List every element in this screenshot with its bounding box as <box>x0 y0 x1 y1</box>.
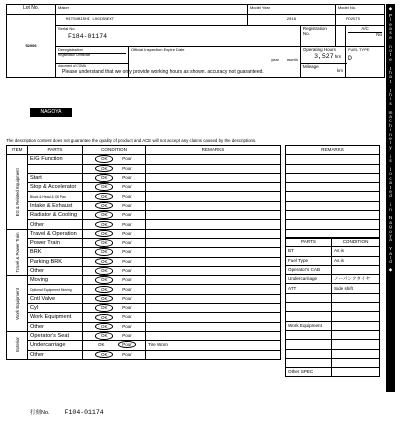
remark-cell <box>146 350 281 359</box>
maker-label: Maker <box>58 5 70 10</box>
category-label: Travel & Power Train <box>7 229 28 275</box>
poor-mark: Poor <box>122 202 132 208</box>
ok-mark: OK <box>95 332 113 340</box>
parts-row-name <box>286 293 332 302</box>
parts-row-name <box>286 340 332 349</box>
poor-mark: Poor <box>122 277 132 283</box>
parts-row-name <box>286 349 332 358</box>
part-name: Start <box>28 173 83 182</box>
poor-mark: Poor <box>122 314 132 320</box>
poor-mark: Poor <box>122 156 132 162</box>
condition-cell <box>83 183 146 192</box>
ok-mark: OK <box>95 248 113 256</box>
remark-cell <box>146 294 281 303</box>
remark-cell <box>146 313 281 322</box>
poor-mark: Poor <box>122 221 132 227</box>
parts-row <box>286 340 380 349</box>
condition-cell <box>83 322 146 331</box>
part-name: Operator's Seat <box>28 331 83 340</box>
parts-row <box>286 330 380 339</box>
month-label: month <box>286 57 298 63</box>
remarks-box <box>285 145 380 239</box>
cosma-label: document of COMA <box>58 64 86 69</box>
parts-row-name <box>286 312 332 321</box>
part-name: Stop & Accelerator <box>28 183 83 192</box>
part-name: Work Equipment <box>28 313 83 322</box>
part-name <box>28 164 83 173</box>
remark-cell <box>146 285 281 294</box>
ok-mark: OK <box>95 286 113 294</box>
remark-cell <box>146 183 281 192</box>
poor-mark: Poor <box>122 230 132 236</box>
remark-cell <box>146 201 281 210</box>
parts-row-name <box>286 303 332 312</box>
ok-mark: OK <box>95 221 113 229</box>
poor-mark: Poor <box>122 351 132 357</box>
inspection-row <box>7 192 281 201</box>
year-label: year <box>271 57 279 63</box>
part-name: Cyl <box>28 304 83 313</box>
part-name: Parking BRK <box>28 257 83 266</box>
remark-cell <box>146 248 281 257</box>
parts-row-condition <box>332 293 380 302</box>
ok-mark: OK <box>95 304 113 312</box>
poor-mark: Poor <box>122 295 132 301</box>
parts-row <box>286 303 380 312</box>
parts-row-condition <box>332 265 380 274</box>
poor-mark: Poor <box>122 184 132 190</box>
parts-row-name: Work Equipment <box>286 321 332 330</box>
parts-row-name: Other SPEC <box>286 368 332 377</box>
ac-value: No <box>376 31 382 37</box>
remark-cell <box>146 238 281 247</box>
inspection-row <box>7 220 281 229</box>
parts-row-condition <box>332 368 380 377</box>
inspection-row <box>7 164 281 173</box>
ok-mark: OK <box>95 314 113 322</box>
inspection-row <box>7 285 281 294</box>
condition-cell <box>83 238 146 247</box>
condition-cell <box>83 211 146 220</box>
parts-row-name: Operator's CAB <box>286 265 332 274</box>
condition-cell <box>83 192 146 201</box>
condition-cell <box>83 257 146 266</box>
category-label: Work Equipment <box>7 276 28 332</box>
poor-mark: Poor <box>122 212 132 218</box>
remark-cell <box>146 266 281 275</box>
ok-mark: OK <box>95 230 113 238</box>
maker-value: MITSUBISHI LOGISNEXT <box>56 15 248 25</box>
poor-mark: Poor <box>122 268 132 273</box>
poor-mark: Poor <box>118 341 136 348</box>
km-unit: km <box>337 68 343 74</box>
inspection-row <box>7 341 281 350</box>
condition-col-header: CONDITION <box>332 238 380 247</box>
ok-mark: OK <box>95 155 113 163</box>
parts-row-name: Fuel Type <box>286 256 332 265</box>
parts-row-condition <box>332 349 380 358</box>
ok-mark: OK <box>95 295 113 303</box>
ok-mark: OK <box>95 193 113 201</box>
dereg-label: Deregistration <box>58 46 83 52</box>
ok-mark: OK <box>95 239 113 247</box>
parts-row-condition <box>332 321 380 330</box>
parts-row-condition <box>332 303 380 312</box>
condition-cell <box>83 276 146 285</box>
parts-row <box>286 358 380 367</box>
part-name: BRK <box>28 248 83 257</box>
model-no-value: FD25T5 <box>335 15 384 25</box>
inspection-row <box>7 248 281 257</box>
parts-row-name <box>286 358 332 367</box>
ok-mark: OK <box>95 202 113 210</box>
part-name: Other <box>28 322 83 331</box>
op-hours-value: 3,527 <box>314 52 334 60</box>
poor-mark: Poor <box>122 175 132 181</box>
location-badge: NAGOYA <box>30 108 72 117</box>
model-year-value: 2018 <box>247 15 335 25</box>
parts-row-condition: ノーパンクタイヤ <box>332 275 380 284</box>
remark-cell <box>146 192 281 201</box>
condition-cell <box>83 341 146 350</box>
hours-note: Please understand that we only provide working hours as shown. accuracy not guaranteed. <box>62 69 264 75</box>
condition-header: CONDITION <box>83 146 146 155</box>
parts-row-name: BT <box>286 247 332 256</box>
parts-row <box>286 265 380 274</box>
part-name: Undercarriage <box>28 341 83 350</box>
poor-mark: Poor <box>122 333 132 339</box>
stamp-no-value: F104-01174 <box>64 409 104 416</box>
parts-col-header: PARTS <box>286 238 332 247</box>
remarks-header: REMARKS <box>146 146 281 155</box>
condition-cell <box>83 201 146 210</box>
registration-label: Registration No. <box>300 25 335 46</box>
poor-mark: Poor <box>122 249 132 255</box>
inspection-row <box>7 238 281 247</box>
inspection-row <box>7 266 281 275</box>
condition-cell <box>83 304 146 313</box>
ok-mark: OK <box>95 351 113 359</box>
inspection-row <box>7 155 281 164</box>
inspection-row <box>7 211 281 220</box>
remark-cell <box>146 155 281 164</box>
condition-cell <box>83 313 146 322</box>
category-label: Exterior <box>7 331 28 359</box>
lot-number: 52006 <box>7 15 56 78</box>
parts-row-condition <box>332 312 380 321</box>
ok-mark: OK <box>95 183 113 191</box>
part-name: Other <box>28 220 83 229</box>
parts-row <box>286 256 380 265</box>
poor-mark: Poor <box>122 258 132 264</box>
inspection-row <box>7 257 281 266</box>
condition-cell <box>83 331 146 340</box>
op-hours-label: Operating Hours <box>302 46 336 52</box>
parts-row-condition <box>332 340 380 349</box>
remark-cell <box>146 276 281 285</box>
inspection-row <box>7 313 281 322</box>
remark-cell <box>146 322 281 331</box>
poor-mark: Poor <box>122 193 132 199</box>
parts-row <box>286 293 380 302</box>
parts-row-condition <box>332 358 380 367</box>
parts-row-condition <box>332 330 380 339</box>
parts-row <box>286 275 380 284</box>
condition-cell <box>83 294 146 303</box>
stamp-no-label: 打刻No. <box>30 410 50 416</box>
model-no-label: Model No. <box>337 5 357 10</box>
parts-row <box>286 247 380 256</box>
inspection-row <box>7 322 281 331</box>
part-name: Power Train <box>28 238 83 247</box>
remark-cell <box>146 173 281 182</box>
serial-label: Serial No. <box>58 25 76 31</box>
part-name: E/G Function <box>28 155 83 164</box>
remark-cell <box>146 164 281 173</box>
inspection-row <box>7 229 281 238</box>
inspection-table <box>6 145 281 360</box>
remark-cell <box>146 229 281 238</box>
part-name: Intake & Exhaust <box>28 201 83 210</box>
remark-cell <box>146 304 281 313</box>
ok-mark: OK <box>95 323 113 331</box>
inspection-row <box>7 331 281 340</box>
ok-mark: OK <box>95 267 113 275</box>
parts-row <box>286 349 380 358</box>
header-table <box>6 4 385 78</box>
remark-cell: Tire Worn <box>146 341 281 350</box>
inspection-row <box>7 183 281 192</box>
parts-row-condition: As is <box>332 247 380 256</box>
serial-value: F184-01174 <box>68 33 108 41</box>
hrs-unit: hrs <box>334 53 341 59</box>
part-name: Radiator & Cooling <box>28 211 83 220</box>
part-name: Moving <box>28 276 83 285</box>
fuel-type-value: D <box>348 55 352 63</box>
part-name: Travel & Operation <box>28 229 83 238</box>
part-name: Optional Equipment Moving <box>28 285 83 294</box>
ok-mark: OK <box>95 165 113 173</box>
condition-cell <box>83 266 146 275</box>
part-name: Other <box>28 350 83 359</box>
reg-cert-label: Registration Certificate <box>58 53 126 58</box>
part-name: Cntl Valve <box>28 294 83 303</box>
condition-cell <box>83 164 146 173</box>
condition-cell <box>83 285 146 294</box>
condition-cell <box>83 155 146 164</box>
remark-cell <box>146 220 281 229</box>
poor-mark: Poor <box>122 323 132 329</box>
parts-row <box>286 368 380 377</box>
ok-mark: OK <box>95 211 113 219</box>
inspection-row <box>7 304 281 313</box>
inspection-row <box>7 173 281 182</box>
parts-row-name: Undercarriage <box>286 275 332 284</box>
category-label: EG & Related Equipment <box>7 155 28 229</box>
disclaimer: The description content does not guarantee the quality of product and ACE will not accept any claims caused by the descriptions. <box>6 138 257 143</box>
condition-cell <box>83 173 146 182</box>
model-year-label: Model Year <box>249 5 270 10</box>
remark-cell <box>146 211 281 220</box>
footer <box>30 408 104 416</box>
parts-row-condition: As is <box>332 256 380 265</box>
condition-cell <box>83 229 146 238</box>
ok-mark: OK <box>95 174 113 182</box>
parts-row-name: ATT <box>286 284 332 293</box>
poor-mark: Poor <box>122 286 132 292</box>
parts-row-name <box>286 330 332 339</box>
inspection-expire-label: Official Inspection Expire Date <box>131 46 185 52</box>
poor-mark: Poor <box>122 165 132 171</box>
condition-cell <box>83 248 146 257</box>
remark-cell <box>146 257 281 266</box>
inspection-row <box>7 294 281 303</box>
parts-row <box>286 284 380 293</box>
fuel-type-label: FUEL TYPE <box>348 46 370 52</box>
inspection-row <box>7 276 281 285</box>
remarks-box-title: REMARKS <box>286 146 380 155</box>
side-note: ◆ P l e a s e n o t e t h a t t h i s m a c h i n e r y i s l o c a t e d i n N a g o y a Y a r d ◆ <box>386 4 395 392</box>
inspection-row <box>7 201 281 210</box>
poor-mark: Poor <box>122 240 132 246</box>
mileage-label: Mileage <box>302 64 319 70</box>
ac-label: A/C <box>348 27 382 33</box>
ok-mark: OK <box>95 276 113 284</box>
parts-row <box>286 321 380 330</box>
lot-label: Lot No. <box>7 5 56 15</box>
condition-cell <box>83 350 146 359</box>
parts-condition-table <box>285 237 380 377</box>
ok-mark: OK <box>97 342 105 348</box>
remark-cell <box>146 331 281 340</box>
inspection-row <box>7 350 281 359</box>
parts-row-condition: Side shift <box>332 284 380 293</box>
parts-row <box>286 312 380 321</box>
parts-header: PARTS <box>28 146 83 155</box>
part-name: Other <box>28 266 83 275</box>
poor-mark: Poor <box>122 305 132 311</box>
ok-mark: OK <box>95 258 113 266</box>
condition-cell <box>83 220 146 229</box>
item-header: ITEM <box>7 146 28 155</box>
part-name: Block & Head & Oil Pan <box>28 192 83 201</box>
